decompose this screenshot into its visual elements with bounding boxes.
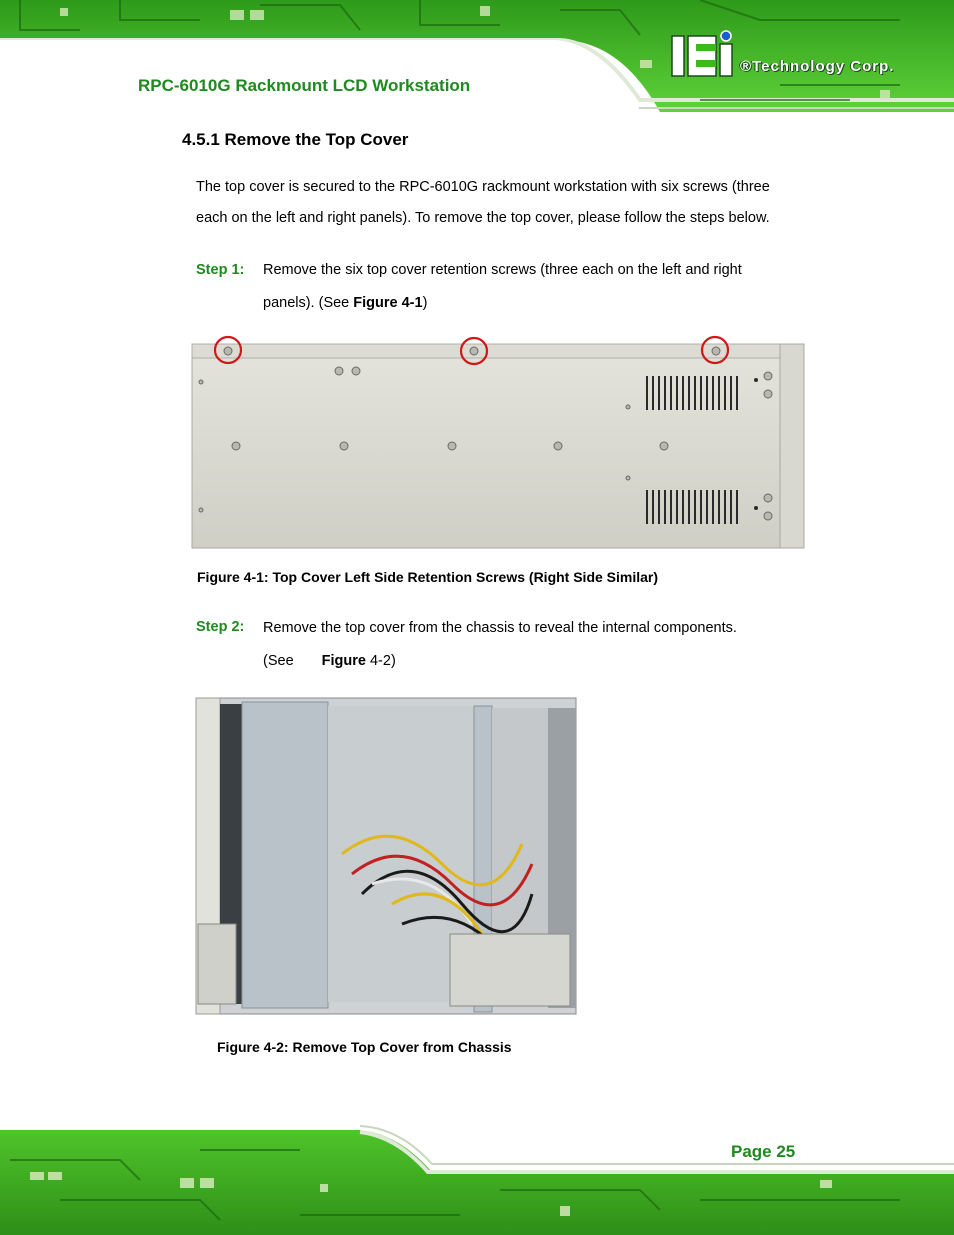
intro-line-1: The top cover is secured to the RPC-6010G rackmount workstation with six screws (three — [196, 179, 770, 195]
step-1-text — [263, 254, 823, 320]
figure-4-2-ref: Figure — [321, 653, 366, 669]
chassis-interior-photo — [192, 694, 578, 1016]
logo-subtext: ®Technology Corp. — [740, 58, 895, 75]
step-2-label: Step 2: — [196, 619, 245, 635]
figure-4-1-ref: Figure 4-1 — [353, 295, 423, 311]
step-2-line-1: Remove the top cover from the chassis to reveal the internal components. — [263, 620, 737, 636]
footer-pcb-banner — [0, 1120, 954, 1235]
section-heading: 4.5.1 Remove the Top Cover — [182, 130, 409, 149]
chassis-side-photo — [190, 332, 808, 554]
step-2-text — [263, 612, 823, 678]
step-1-line-1: Remove the six top cover retention screws (three each on the left and right — [263, 262, 742, 278]
intro-line-2: each on the left and right panels). To remove the top cover, please follow the steps below. — [196, 210, 770, 226]
document-title: RPC-6010G Rackmount LCD Workstation — [138, 76, 471, 95]
figure-4-2-caption: Figure 4-2: Remove Top Cover from Chassis — [217, 1039, 512, 1055]
page-number: Page 25 — [731, 1142, 796, 1161]
step-1-label: Step 1: — [196, 262, 245, 278]
figure-4-1-image — [190, 332, 808, 554]
intro-paragraph — [196, 172, 836, 234]
pcb-footer-graphic — [0, 1120, 954, 1235]
figure-4-1-caption: Figure 4-1: Top Cover Left Side Retention Screws (Right Side Similar) — [197, 569, 659, 585]
step-1-line-2: panels). (See Figure 4-1) — [263, 295, 428, 311]
step-2-line-2: (See Figure 4-2) — [263, 653, 396, 669]
figure-4-2-image — [192, 694, 578, 1016]
